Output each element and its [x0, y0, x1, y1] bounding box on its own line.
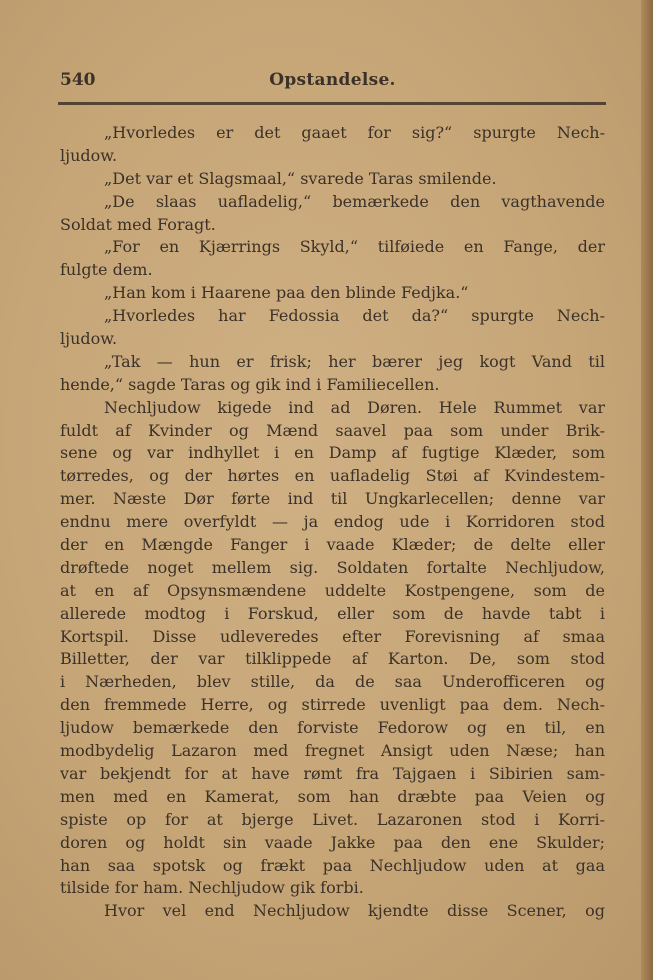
text-line: Hvor vel end Nechljudow kjendte disse Scener, og — [104, 901, 605, 921]
text-line: „De slaas uafladelig,“ bemærkede den vagthavende — [104, 191, 605, 211]
body-text — [60, 122, 605, 923]
text-line: hende,“ sagde Taras og gik ind i Familiecellen. — [60, 374, 440, 394]
text-line: doren og holdt sin vaade Jakke paa den ene Skulder; — [60, 832, 605, 852]
text-line: modbydelig Lazaron med fregnet Ansigt uden Næse; han — [60, 741, 605, 761]
text-line: mer. Næste Dør førte ind til Ungkarlecellen; denne var — [60, 489, 605, 509]
text-line: „Det var et Slagsmaal,“ svarede Taras smilende. — [104, 168, 497, 188]
text-line: men med en Kamerat, som han dræbte paa Veien og — [60, 786, 605, 806]
text-line: „Tak — hun er frisk; her bærer jeg kogt Vand til — [104, 351, 605, 371]
text-line: i Nærheden, blev stille, da de saa Underofficeren og — [60, 672, 605, 692]
text-line: Soldat med Foragt. — [60, 214, 216, 234]
text-line: Nechljudow kigede ind ad Døren. Hele Rummet var — [104, 397, 605, 417]
text-line: ljudow bemærkede den forviste Fedorow og en til, en — [60, 718, 605, 738]
text-line: ljudow. — [60, 329, 118, 349]
text-line: „Hvorledes er det gaaet for sig?“ spurgte Nech- — [104, 123, 605, 142]
text-line: fuldt af Kvinder og Mænd saavel paa som under Brik- — [60, 420, 605, 440]
text-line: fulgte dem. — [60, 260, 153, 280]
header-rule — [58, 102, 606, 105]
running-header — [60, 70, 605, 94]
text-line: sene og var indhyllet i en Damp af fugtige Klæder, som — [60, 443, 605, 463]
text-line: „For en Kjærrings Skyld,“ tilføiede en Fange, der — [104, 237, 605, 257]
text-line: han saa spotsk og frækt paa Nechljudow uden at gaa — [60, 855, 605, 875]
text-line: drøftede noget mellem sig. Soldaten fortalte Nechljudow, — [60, 557, 605, 577]
text-line: „Han kom i Haarene paa den blinde Fedjka.“ — [104, 283, 469, 303]
page-edge-shadow — [641, 0, 653, 980]
text-line: Billetter, der var tilklippede af Karton. De, som stod — [60, 649, 605, 669]
text-line: ljudow. — [60, 145, 118, 165]
text-line: at en af Opsynsmændene uddelte Kostpengene, som de — [60, 580, 605, 600]
page-number: 540 — [60, 70, 96, 90]
text-line: var bekjendt for at have rømt fra Tajgaen i Sibirien sam- — [60, 763, 605, 783]
text-line: allerede modtog i Forskud, eller som de havde tabt i — [60, 603, 605, 623]
text-line: tilside for ham. Nechljudow gik forbi. — [60, 878, 364, 898]
text-line: Kortspil. Disse udleveredes efter Forevisning af smaa — [60, 626, 605, 646]
text-line: spiste op for at bjerge Livet. Lazaronen stod i Korri- — [60, 809, 605, 829]
text-line: den fremmede Herre, og stirrede uvenligt paa dem. Nech- — [60, 695, 605, 715]
text-line: der en Mængde Fanger i vaade Klæder; de delte eller — [60, 535, 605, 555]
text-line: tørredes, og der hørtes en uafladelig Støi af Kvindestem- — [60, 466, 605, 486]
text-line: endnu mere overfyldt — ja endog ude i Korridoren stod — [60, 512, 605, 532]
running-title: Opstandelse. — [269, 70, 396, 90]
text-line: „Hvorledes har Fedossia det da?“ spurgte Nech- — [104, 306, 605, 326]
